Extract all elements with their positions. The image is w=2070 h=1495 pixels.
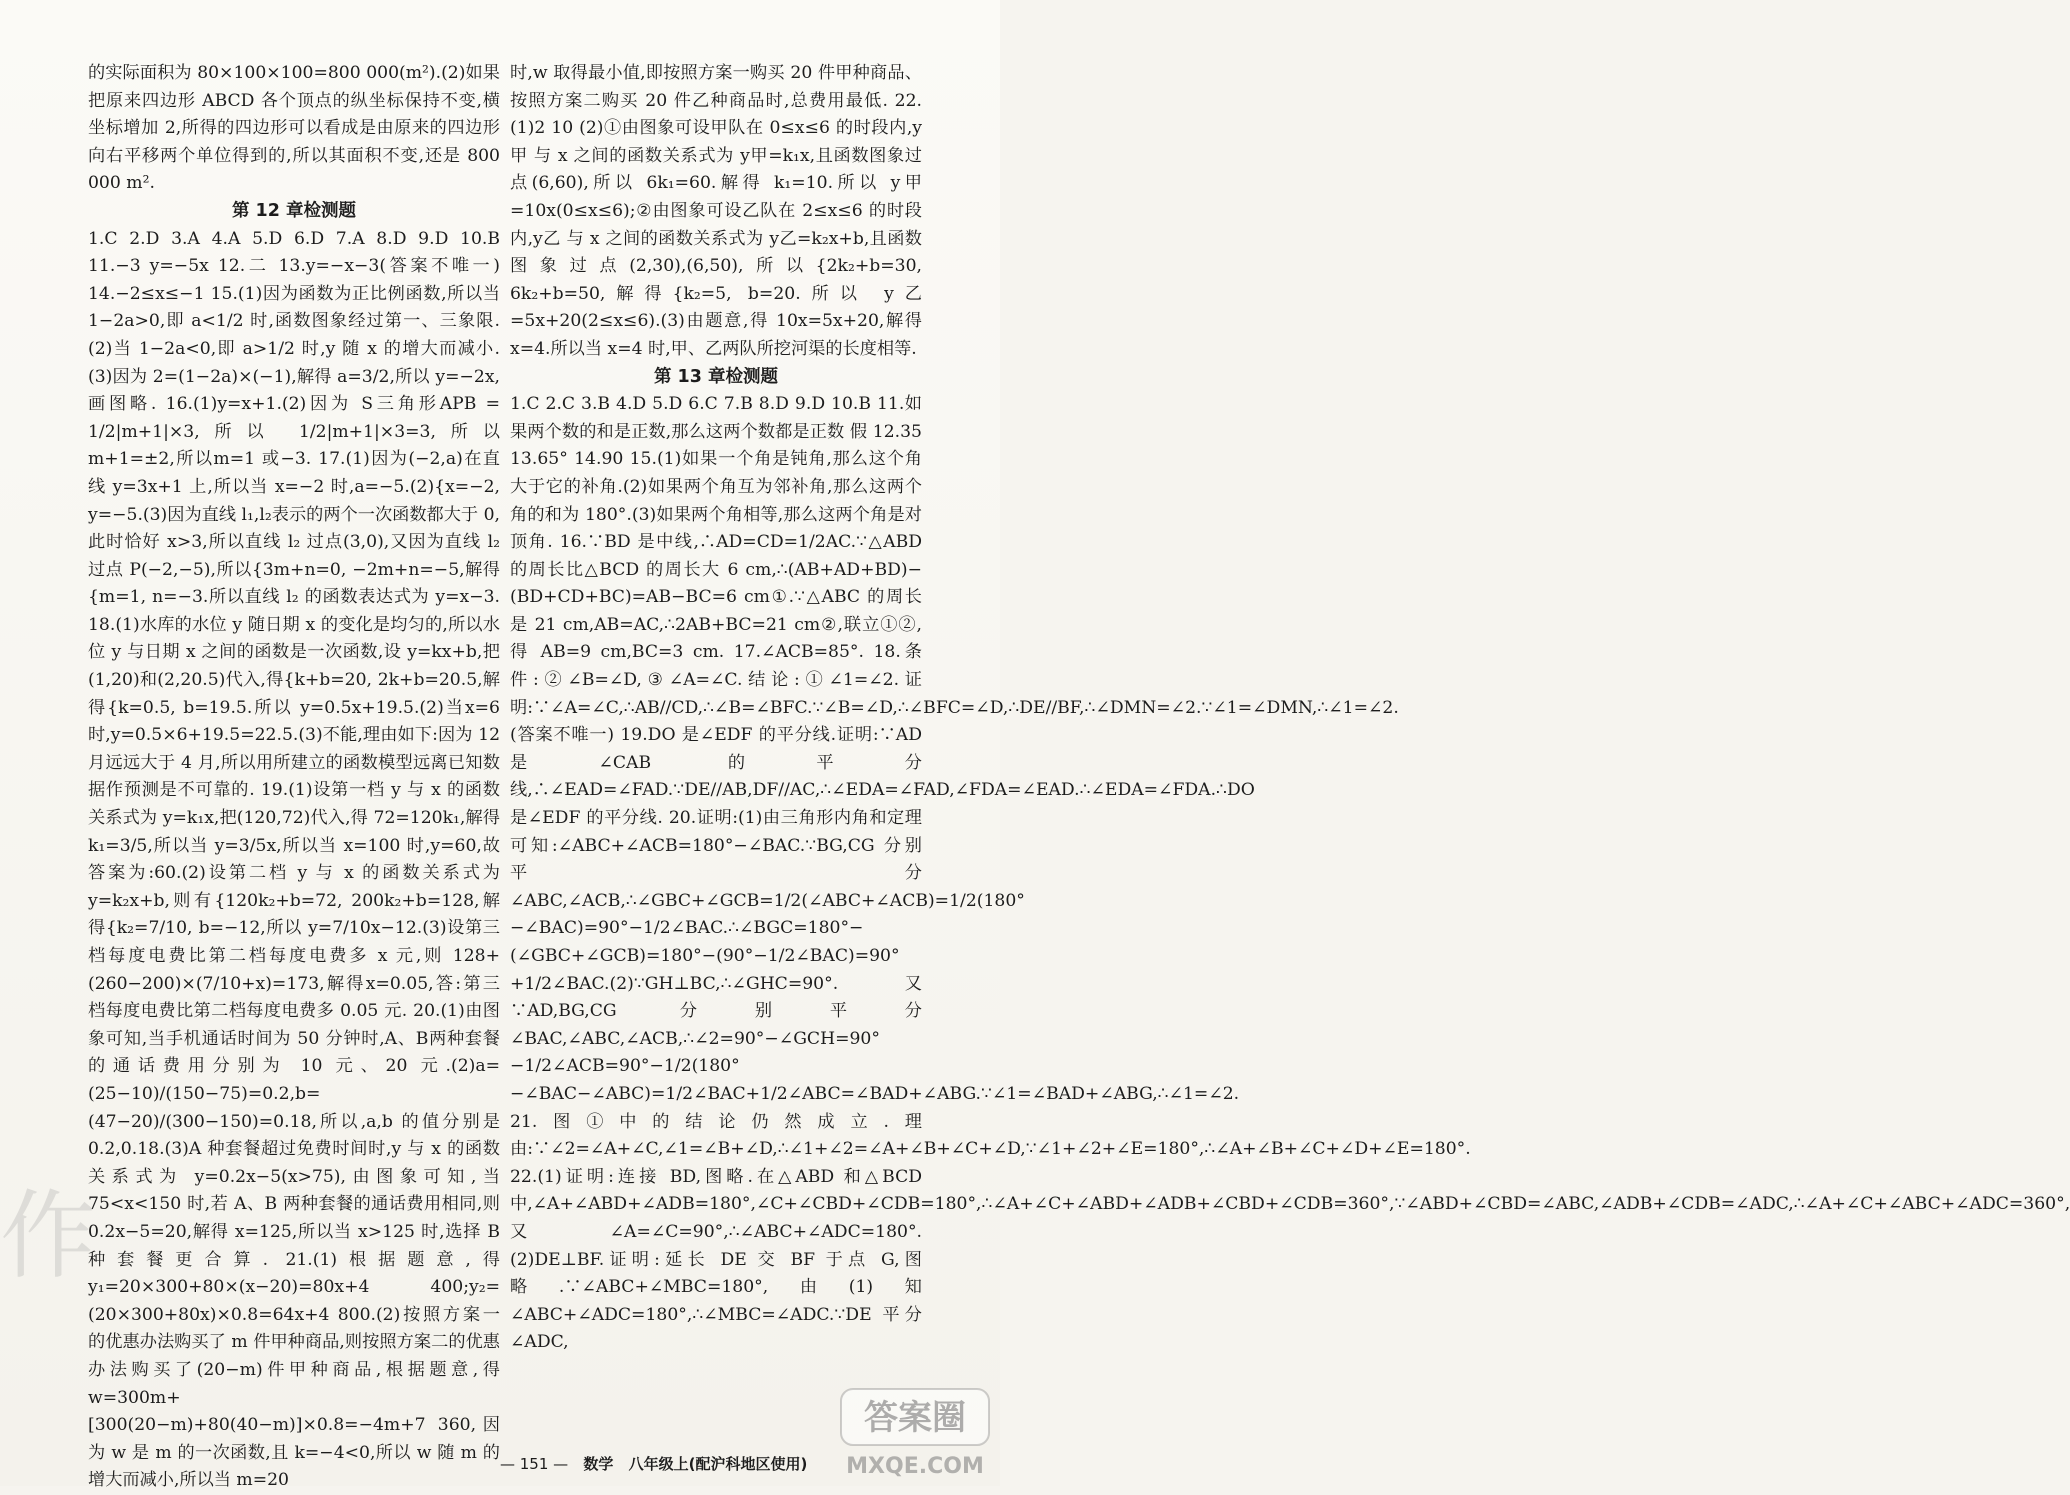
right-column — [510, 60, 2070, 1406]
watermark-glyph: 作 — [0, 1180, 96, 1292]
watermark-logo-svg — [835, 1385, 995, 1481]
footer-subject: 数学 — [583, 1455, 614, 1473]
chapter12-answers: 1.C 2.D 3.A 4.A 5.D 6.D 7.A 8.D 9.D 10.B 11.−3 y=−5x 12.二 13.y=−x−3(答案不唯一) 14.−2≤x≤−1 15.(1)因为函数为正比例函数,所以当 1−2a>0,即 a<1/2 时,函数图象经过第一、三象限.(2)当 1−2a<0,即 a>1/2 时,y 随 x 的增大而减小.(3)因为 2=(1−2a)×(−1),解得 a=3/2,所以 y=−2x,画图略. 16.(1)y=x+1.(2)因为 S三角形APB = 1/2|m+1|×3,所以 1/2|m+1|×3=3,所以 m+1=±2,所以m=1 或−3. 17.(1)因为(−2,a)在直线 y=3x+1 上,所以当 x=−2 时,a=−5.(2){x=−2, y=−5.(3)因为直线 l₁,l₂表示的两个一次函数都大于 0,此时恰好 x>3,所以直线 l₂ 过点(3,0),又因为直线 l₂ 过点 P(−2,−5),所以{3m+n=0, −2m+n=−5,解得{m=1, n=−3.所以直线 l₂ 的函数表达式为 y=x−3. 18.(1)水库的水位 y 随日期 x 的变化是均匀的,所以水位 y 与日期 x 之间的函数是一次函数,设 y=kx+b,把(1,20)和(2,20.5)代入,得{k+b=20, 2k+b=20.5,解得{k=0.5, b=19.5.所以 y=0.5x+19.5.(2)当x=6 时,y=0.5×6+19.5=22.5.(3)不能,理由如下:因为 12 月远远大于 4 月,所以用所建立的函数模型远离已知数据作预测是不可靠的. 19.(1)设第一档 y 与 x 的函数关系式为 y=k₁x,把(120,72)代入,得 72=120k₁,解得 k₁=3/5,所以当 y=3/5x,所以当 x=100 时,y=60,故答案为:60.(2)设第二档 y 与 x 的函数关系式为 y=k₂x+b,则有{120k₂+b=72, 200k₂+b=128,解得{k₂=7/10, b=−12,所以 y=7/10x−12.(3)设第三档每度电费比第二档每度电费多 x 元,则 128+(260−200)×(7/10+x)=173,解得x=0.05,答:第三档每度电费比第二档每度电费多 0.05 元. 20.(1)由图象可知,当手机通话时间为 50 分钟时,A、B两种套餐的通话费用分别为 10 元、20 元.(2)a=(25−10)/(150−75)=0.2,b=(47−20)/(300−150)=0.18,所以,a,b 的值分别是 0.2,0.18.(3)A 种套餐超过免费时间时,y 与 x 的函数关系式为 y=0.2x−5(x>75),由图象可知,当 75<x<150 时,若 A、B 两种套餐的通话费用相同,则 0.2x−5=20,解得 x=125,所以当 x>125 时,选择 B 种套餐更合算. 21.(1)根据题意,得 y₁=20×300+80×(x−20)=80x+4 400;y₂=(20×300+80x)×0.8=64x+4 800.(2)按照方案一的优惠办法购买了 m 件甲种商品,则按照方案二的优惠办法购买了(20−m)件甲种商品,根据题意,得 w=300m+[300(20−m)+80(40−m)]×0.8=−4m+7 360,因为 w 是 m 的一次函数,且 k=−4<0,所以 w 随 m 的增大而减小,所以当 m=20 — [88, 228, 500, 1491]
watermark-brand: 答案圈 — [864, 1398, 966, 1438]
chapter12-answer-tail: 时,w 取得最小值,即按照方案一购买 20 件甲种商品、按照方案二购买 20 件乙种商品时,总费用最低. 22.(1)2 10 (2)①由图象可设甲队在 0≤x≤6 的时段内,y甲 与 x 之间的函数关系式为 y甲=k₁x,且函数图象过点(6,60),所以 6k₁=60.解得 k₁=10.所以 y甲=10x(0≤x≤6);②由图象可设乙队在 2≤x≤6 的时段内,y乙 与 x 之间的函数关系式为 y乙=k₂x+b,且函数图象过点(2,30),(6,50),所以{2k₂+b=30, 6k₂+b=50,解得{k₂=5, b=20.所以 y乙=5x+20(2≤x≤6).(3)由题意,得 10x=5x+20,解得 x=4.所以当 x=4 时,甲、乙两队所挖河渠的长度相等. — [510, 63, 922, 359]
chapter11-answer-tail: 的实际面积为 80×100×100=800 000(m²).(2)如果把原来四边形 ABCD 各个顶点的纵坐标保持不变,横坐标增加 2,所得的四边形可以看成是由原来的四边形向右平移两个单位得到的,所以其面积不变,还是 800 000 m². — [88, 63, 500, 194]
page-number: — 151 — — [500, 1455, 569, 1473]
chapter13-answers: 1.C 2.C 3.B 4.D 5.D 6.C 7.B 8.D 9.D 10.B 11.如果两个数的和是正数,那么这两个数都是正数 假 12.35 13.65° 14.90 15.(1)如果一个角是钝角,那么这个角大于它的补角.(2)如果两个角互为邻补角,那么这两个角的和为 180°.(3)如果两个角相等,那么这两个角是对顶角. 16.∵BD 是中线,∴AD=CD=1/2AC.∵△ABD 的周长比△BCD 的周长大 6 cm,∴(AB+AD+BD)−(BD+CD+BC)=AB−BC=6 cm①.∵△ABC 的周长是 21 cm,AB=AC,∴2AB+BC=21 cm②,联立①②,得 AB=9 cm,BC=3 cm. 17.∠ACB=85°. 18.条件:②∠B=∠D,③∠A=∠C.结论:①∠1=∠2.证明:∵∠A=∠C,∴AB//CD,∴∠B=∠BFC.∵∠B=∠D,∴∠BFC=∠D,∴DE//BF,∴∠DMN=∠2.∵∠1=∠DMN,∴∠1=∠2.(答案不唯一) 19.DO 是∠EDF 的平分线.证明:∵AD 是∠CAB 的平分线,∴∠EAD=∠FAD.∵DE//AB,DF//AC,∴∠EDA=∠FAD,∠FDA=∠EAD.∴∠EDA=∠FDA.∴DO 是∠EDF 的平分线. 20.证明:(1)由三角形内角和定理可知:∠ABC+∠ACB=180°−∠BAC.∵BG,CG 分别平分∠ABC,∠ACB,∴∠GBC+∠GCB=1/2(∠ABC+∠ACB)=1/2(180°−∠BAC)=90°−1/2∠BAC.∴∠BGC=180°−(∠GBC+∠GCB)=180°−(90°−1/2∠BAC)=90°+1/2∠BAC.(2)∵GH⊥BC,∴∠GHC=90°.又∵AD,BG,CG 分别平分∠BAC,∠ABC,∠ACB,∴∠2=90°−∠GCH=90°−1/2∠ACB=90°−1/2(180°−∠BAC−∠ABC)=1/2∠BAC+1/2∠ABC=∠BAD+∠ABG.∵∠1=∠BAD+∠ABG,∴∠1=∠2. 21.图①中的结论仍然成立.理由:∵∠2=∠A+∠C,∠1=∠B+∠D,∴∠1+∠2=∠A+∠B+∠C+∠D,∵∠1+∠2+∠E=180°,∴∠A+∠B+∠C+∠D+∠E=180°. 22.(1)证明:连接 BD,图略.在△ABD 和△BCD 中,∠A+∠ABD+∠ADB=180°,∠C+∠CBD+∠CDB=180°,∴∠A+∠C+∠ABD+∠ADB+∠CBD+∠CDB=360°,∵∠ABD+∠CBD=∠ABC,∠ADB+∠CDB=∠ADC,∴∠A+∠C+∠ABC+∠ADC=360°,又∠A=∠C=90°,∴∠ABC+∠ADC=180°.(2)DE⊥BF.证明:延长 DE 交 BF 于点 G,图略.∵∠ABC+∠MBC=180°,由(1)知∠ABC+∠ADC=180°,∴∠MBC=∠ADC.∵DE 平分∠ADC, — [510, 394, 2070, 1353]
page-footer — [500, 1453, 820, 1474]
watermark-logo-icon — [835, 1385, 995, 1481]
chapter13-heading: 第 13 章检测题 — [653, 366, 779, 387]
watermark-url: MXQE.COM — [846, 1454, 984, 1479]
chapter12-heading: 第 12 章检测题 — [231, 200, 357, 221]
footer-grade: 八年级上(配沪科地区使用) — [628, 1455, 808, 1473]
